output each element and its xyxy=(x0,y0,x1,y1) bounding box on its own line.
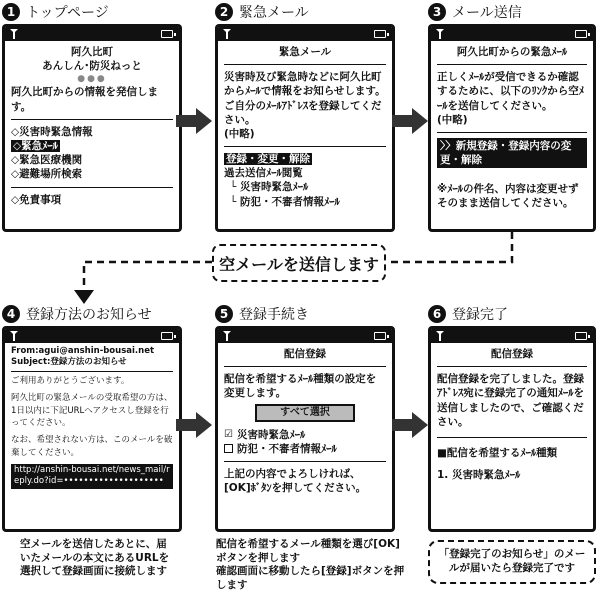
step-number: 5 xyxy=(215,305,233,323)
step-number: 1 xyxy=(2,3,20,21)
selected-mail-type: 1. 災害時緊急ﾒｰﾙ xyxy=(437,469,521,482)
mail-discard-note: なお、希望されない方は、このメールを破棄してください。 xyxy=(11,435,173,458)
logo-dots: ●●● xyxy=(77,74,107,85)
battery-icon xyxy=(575,332,587,340)
screen-title: 配信登録 xyxy=(284,348,326,360)
signal-icon xyxy=(222,331,232,341)
battery-icon xyxy=(161,332,173,340)
register-link-label: 登録・変更・解除 xyxy=(226,153,310,166)
divider xyxy=(437,64,587,65)
status-bar xyxy=(218,27,392,41)
body-text: 配信登録を完了しました。登録ｱﾄﾞﾚｽ宛に登録完了の通知ﾒｰﾙを送信しましたので、ご確認ください。 xyxy=(437,373,584,428)
step-3-header xyxy=(428,2,522,22)
phone-screen-registration-complete xyxy=(428,326,596,532)
option-crime-mail[interactable] xyxy=(224,442,386,456)
mail-greeting: ご利用ありがとうございます。 xyxy=(11,376,130,387)
step-title: 登録手続き xyxy=(239,307,309,323)
step-1 xyxy=(2,2,187,237)
body-text: 正しくﾒｰﾙが受信できるか確認するために、以下のﾘﾝｸから空ﾒｰﾙを送信してください。 xyxy=(437,71,584,112)
checkbox-unchecked-icon[interactable] xyxy=(224,444,233,453)
option-label: 防犯・不審者情報ﾒｰﾙ xyxy=(237,442,337,455)
divider xyxy=(224,366,386,367)
step-6-header xyxy=(428,304,508,324)
screen-title: 配信登録 xyxy=(491,348,533,360)
step-6 xyxy=(428,304,600,534)
mail-from: From:agui@anshin-bousai.net xyxy=(11,346,155,356)
send-empty-mail-banner: 空メールを送信します xyxy=(212,244,386,282)
note-text: ※ﾒｰﾙの件名、内容は変更せずそのまま送信してください。 xyxy=(437,183,579,210)
menu-item-emergency-mail[interactable] xyxy=(11,139,173,153)
body-text: 配信を希望するﾒｰﾙ種類の設定を変更します。 xyxy=(224,373,377,400)
step-4 xyxy=(2,304,187,534)
status-bar xyxy=(431,27,593,41)
signal-icon xyxy=(435,331,445,341)
step-number: 4 xyxy=(2,305,20,323)
signal-icon xyxy=(222,29,232,39)
step-number: 3 xyxy=(428,3,446,21)
step-5 xyxy=(215,304,400,534)
divider xyxy=(437,437,587,438)
divider xyxy=(437,366,587,367)
step-title: トップページ xyxy=(26,5,109,21)
status-bar xyxy=(5,329,179,343)
step-title: 緊急メール xyxy=(239,5,309,21)
intro-text: 阿久比町からの情報を発信します。 xyxy=(11,86,158,113)
menu-item-emergency-mail-label: ◇緊急ﾒｰﾙ xyxy=(13,140,58,152)
divider xyxy=(11,119,173,120)
right-arrow-icon xyxy=(392,108,428,134)
step-6-caption: 「登録完了のお知らせ」のメールが届いたら登録完了です xyxy=(428,540,596,584)
divider xyxy=(437,132,587,133)
past-mail-link[interactable]: 過去送信ﾒｰﾙ閲覧 xyxy=(224,167,303,180)
option-disaster-mail[interactable] xyxy=(224,428,386,442)
step-3 xyxy=(428,2,600,237)
step-title: 登録完了 xyxy=(452,307,508,323)
right-arrow-icon xyxy=(176,108,212,134)
status-bar xyxy=(218,329,392,343)
menu-item-evacuation[interactable]: ◇避難場所検索 xyxy=(11,168,83,181)
battery-icon xyxy=(161,30,173,38)
option-label: 災害時緊急ﾒｰﾙ xyxy=(236,428,306,441)
divider xyxy=(224,64,386,65)
menu-item-medical[interactable]: ◇緊急医療機関 xyxy=(11,154,83,167)
checkbox-checked-icon[interactable]: ☑ xyxy=(224,429,233,441)
past-crime-mail-link[interactable]: └ 防犯・不審者情報ﾒｰﾙ xyxy=(230,195,340,208)
signal-icon xyxy=(435,29,445,39)
battery-icon xyxy=(575,30,587,38)
battery-icon xyxy=(374,332,386,340)
step-1-header xyxy=(2,2,109,22)
omit-text: (中略) xyxy=(224,127,255,140)
signal-icon xyxy=(9,331,19,341)
past-disaster-mail-link[interactable]: └ 災害時緊急ﾒｰﾙ xyxy=(230,181,309,194)
phone-screen-send-mail xyxy=(428,24,596,232)
menu-item-disclaimer[interactable]: ◇免責事項 xyxy=(11,193,62,206)
status-bar xyxy=(431,329,593,343)
register-url-link[interactable]: http://anshin-bousai.net/news_mail/reply.do?id=•••••••••••••••••••• xyxy=(11,464,173,489)
screen-title: 緊急メール xyxy=(278,46,332,58)
confirm-text: 上記の内容でよろしければ、[OK]ﾎﾞﾀﾝを押してください。 xyxy=(224,467,367,495)
step-title: 登録方法のお知らせ xyxy=(26,307,152,323)
phone-screen-register-info-mail xyxy=(2,326,182,532)
phone-screen-emergency-mail xyxy=(215,24,395,232)
screen-title: 阿久比町からの緊急ﾒｰﾙ xyxy=(456,46,568,58)
mail-subject: Subject:登録方法のお知らせ xyxy=(11,357,127,368)
step-4-header xyxy=(2,304,152,324)
signal-icon xyxy=(9,29,19,39)
battery-icon xyxy=(374,30,386,38)
mail-instruction: 阿久比町の緊急メールの受取希望の方は、1日以内に下記URLへアクセスし登録を行ってください。 xyxy=(11,392,173,429)
divider xyxy=(224,461,386,462)
site-name: あんしん･防災ねっと xyxy=(42,60,142,73)
omit-text: (中略) xyxy=(437,113,468,126)
select-all-button[interactable]: すべて選択 xyxy=(255,404,355,422)
register-link[interactable] xyxy=(224,152,386,166)
new-register-link[interactable]: 〉〉新規登録・登録内容の変更・解除 xyxy=(437,138,587,168)
step-5-header xyxy=(215,304,309,324)
divider xyxy=(224,146,386,147)
step-2-header xyxy=(215,2,309,22)
right-arrow-icon xyxy=(392,412,428,438)
divider xyxy=(11,371,173,372)
divider xyxy=(11,187,173,188)
step-number: 6 xyxy=(428,305,446,323)
step-number: 2 xyxy=(215,3,233,21)
menu-item-disaster-info[interactable]: ◇災害時緊急情報 xyxy=(11,125,93,138)
phone-screen-top-page xyxy=(2,24,182,232)
step-4-caption: 空メールを送信したあとに、届いたメールの本文にあるURLを選択して登録画面に接続します xyxy=(20,538,170,578)
phone-screen-registration-form xyxy=(215,326,395,532)
step-title: メール送信 xyxy=(452,5,522,21)
town-name: 阿久比町 xyxy=(71,46,113,58)
body-text: 災害時及び緊急時などに阿久比町からﾒｰﾙで情報をお知らせします。ご自分のﾒｰﾙｱﾄﾞﾚｽを登録してください。 xyxy=(224,71,386,126)
status-bar xyxy=(5,27,179,41)
section-heading: ■配信を希望するﾒｰﾙ種類 xyxy=(437,446,558,459)
step-5-caption: 配信を希望するメール種類を選び[OK]ボタンを押します 確認画面に移動したら[登録]ボタンを押します xyxy=(216,538,405,590)
step-2 xyxy=(215,2,400,237)
right-arrow-icon xyxy=(176,412,212,438)
